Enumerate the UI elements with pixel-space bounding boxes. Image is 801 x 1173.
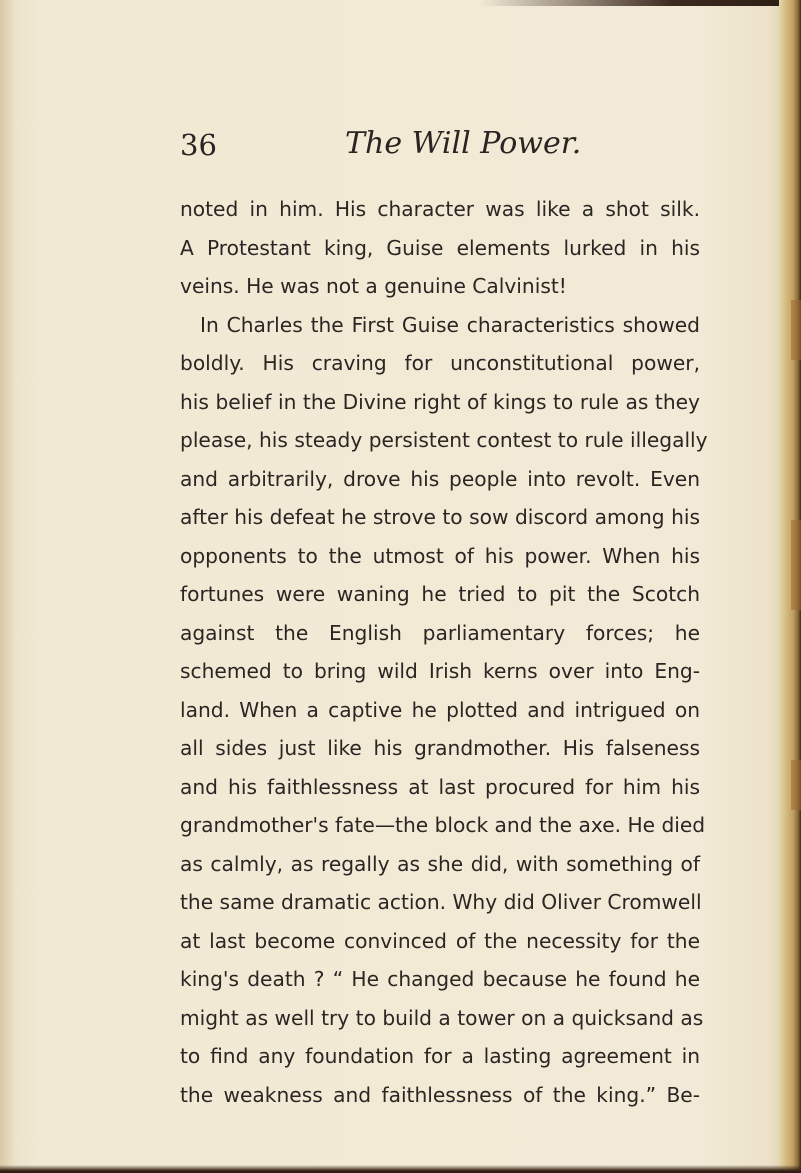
text-line: boldly. His craving for unconstitutional power, — [180, 351, 700, 375]
running-title: The Will Power. — [345, 126, 582, 161]
text-line: veins. He was not a genuine Calvinist! — [180, 274, 567, 298]
text-line: and arbitrarily, drove his people into revolt. Even — [180, 466, 700, 491]
text-line: A Protestant king, Guise elements lurked in his — [180, 235, 700, 260]
text-line: the weakness and faithlessness of the king.” Be- — [180, 1082, 700, 1107]
text-line: opponents to the utmost of his power. When his — [180, 543, 700, 568]
text-line: to find any foundation for a lasting agreement in — [180, 1044, 700, 1068]
page-edge-stain — [791, 760, 801, 810]
page-bottom-shadow — [0, 1165, 801, 1173]
text-line: against the English parliamentary forces; he — [180, 620, 700, 645]
text-line: fortunes were waning he tried to pit the Scotch — [180, 582, 700, 606]
text-line: might as well try to build a tower on a quicksand as — [180, 1005, 704, 1030]
text-line: land. When a captive he plotted and intrigued on — [180, 697, 700, 722]
page-edge-stain — [791, 300, 801, 360]
text-line: noted in him. His character was like a shot silk. — [180, 197, 700, 221]
text-line: In Charles the First Guise characteristics showed — [200, 312, 700, 337]
text-line: at last become convinced of the necessity for the — [180, 928, 700, 953]
page-top-shadow — [480, 0, 801, 6]
text-line: as calmly, as regally as she did, with something of — [180, 851, 700, 876]
page-left-edge — [0, 0, 14, 1173]
page-header — [180, 128, 640, 168]
text-line: all sides just like his grandmother. His falseness — [180, 736, 700, 760]
text-line: grandmother's fate—the block and the axe. He died — [180, 813, 706, 837]
text-line: his belief in the Divine right of kings to rule as they — [180, 389, 700, 414]
text-line: please, his steady persistent contest to rule illegally — [180, 428, 708, 452]
text-line: king's death ? “ He changed because he found he — [180, 967, 700, 991]
body-text — [180, 190, 708, 1114]
text-line: after his defeat he strove to sow discord among his — [180, 505, 700, 529]
text-line: and his faithlessness at last procured for him his — [180, 774, 700, 799]
page-number: 36 — [180, 128, 217, 162]
text-line: schemed to bring wild Irish kerns over into Eng- — [180, 659, 700, 683]
page-edge-stain — [791, 520, 801, 610]
text-line: the same dramatic action. Why did Oliver Cromwell — [180, 890, 702, 914]
